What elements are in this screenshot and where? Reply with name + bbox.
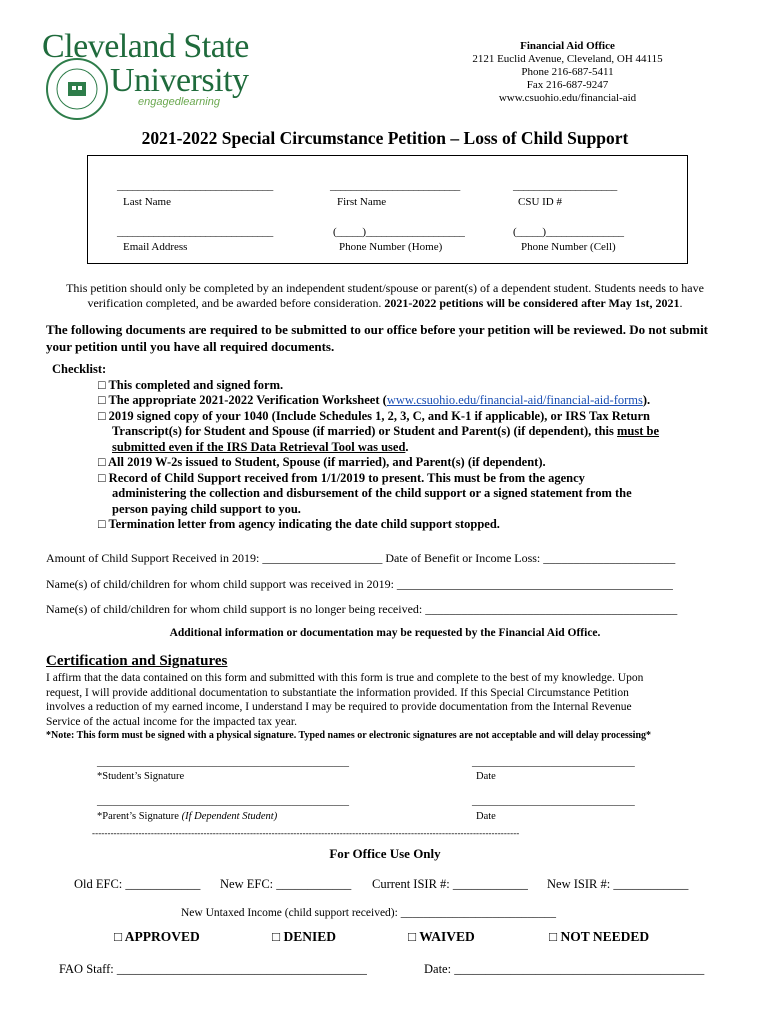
checklist-item-form[interactable]: □ This completed and signed form. [98, 377, 284, 392]
office-web: www.csuohio.edu/financial-aid [498, 92, 637, 104]
parent-date-line[interactable]: _______________________________ [472, 796, 635, 807]
certification-heading: Certification and Signatures [46, 653, 228, 669]
last-name-field[interactable]: ______________________________ [117, 180, 274, 192]
office-name: Financial Aid Office [520, 40, 615, 52]
approved-checkbox[interactable]: □ APPROVED [114, 929, 200, 944]
checklist-item-w2[interactable]: □ All 2019 W-2s issued to Student, Spouse (if married), and Parent(s) (if dependent). [98, 455, 546, 469]
student-date-label: Date [476, 771, 496, 782]
new-isir-field[interactable]: New ISIR #: ____________ [547, 877, 689, 891]
csu-id-label: CSU ID # [518, 196, 563, 208]
denied-checkbox[interactable]: □ DENIED [272, 929, 337, 944]
phone-cell-field[interactable]: (_____)_______________ [513, 226, 624, 238]
checklist-item-child-support-record[interactable]: □ Record of Child Support received from 1/1/2019 to present. This must be from the agency administering the collection and disbursement of the child support or a signed statement from the person paying child support to you. [98, 470, 632, 516]
checklist-heading: Checklist: [52, 362, 107, 376]
student-signature-line[interactable]: ________________________________________________ [97, 757, 349, 768]
student-date-line[interactable]: _______________________________ [472, 757, 635, 768]
checklist-item-worksheet[interactable]: □ The appropriate 2021-2022 Verification Worksheet (www.csuohio.edu/financial-aid/financial-aid-forms). [98, 393, 651, 407]
csu-id-field[interactable]: ____________________ [513, 180, 618, 192]
phone-cell-label: Phone Number (Cell) [521, 241, 616, 253]
old-efc-field[interactable]: Old EFC: ____________ [74, 877, 201, 891]
fao-staff-field[interactable]: FAO Staff: ________________________________________ [59, 962, 367, 976]
checklist [52, 362, 742, 533]
first-name-label: First Name [337, 196, 387, 208]
parent-signature-line[interactable]: ________________________________________________ [97, 796, 349, 807]
intro-line2: verification completed, and be awarded before consideration. 2021-2022 petitions will be considered after May 1st, 2021. [87, 296, 683, 310]
first-name-field[interactable]: _________________________ [330, 180, 461, 192]
student-signature-label: *Student’s Signature [97, 771, 185, 782]
office-address: 2121 Euclid Avenue, Cleveland, OH 44115 [472, 53, 663, 65]
untaxed-income-field[interactable]: New Untaxed Income (child support received): ___________________________ [181, 907, 556, 919]
requirement-notice: The following documents are required to be submitted to our office before your petition will be reviewed. Do not submit your petition until you have all required documents. [46, 322, 709, 354]
waived-checkbox[interactable]: □ WAIVED [408, 929, 475, 944]
phone-home-field[interactable]: (_____)___________________ [333, 226, 465, 238]
university-name-line1: Cleveland State [42, 28, 249, 65]
tagline: engagedlearning [138, 96, 220, 108]
office-fax: Fax 216-687-9247 [526, 79, 609, 91]
checklist-item-tax-return[interactable]: □ 2019 signed copy of your 1040 (Include Schedules 1, 2, 3, C, and K-1 if applicable), or IRS Tax Return Transcript(s) for Student and Spouse (if married) or Student and Parent(s) (if dependent), this must be submitted even if the IRS Data Retrieval Tool was used. [98, 408, 660, 454]
last-name-label: Last Name [123, 196, 171, 208]
office-phone: Phone 216-687-5411 [521, 66, 614, 78]
office-use-heading: For Office Use Only [329, 846, 441, 861]
parent-date-label: Date [476, 811, 496, 822]
university-seal-icon [46, 58, 108, 120]
parent-signature-label: *Parent’s Signature (If Dependent Student) [97, 811, 278, 822]
checklist-item-termination-letter[interactable]: □ Termination letter from agency indicating the date child support stopped. [98, 517, 500, 531]
office-date-field[interactable]: Date: ________________________________________ [424, 962, 705, 976]
amount-field[interactable]: Amount of Child Support Received in 2019: ____________________ Date of Benefit or Income Loss: ______________________ [46, 551, 676, 565]
email-field[interactable]: ______________________________ [117, 226, 274, 238]
page-title: 2021-2022 Special Circumstance Petition – Loss of Child Support [141, 128, 629, 148]
certification-text: I affirm that the data contained on this form and submitted with this form is true and complete to the best of my knowledge. Upon request, I will provide additional documentation to substantiate the information provided. If this Special Circumstance Petition involves a reduction of my earned income, I understand I may be required to provide documentation from the Internal Revenue Service of the actual income for the impacted tax year. [46, 672, 644, 728]
university-name-line2: University [110, 62, 249, 99]
names-stopped-field[interactable]: Name(s) of child/children for whom child support is no longer being received: __________________________________________ [46, 602, 678, 616]
current-isir-field[interactable]: Current ISIR #: ____________ [372, 877, 528, 891]
deadline: 2021-2022 petitions will be considered after May 1st, 2021 [384, 296, 680, 310]
not-needed-checkbox[interactable]: □ NOT NEEDED [549, 929, 650, 944]
names-received-field[interactable]: Name(s) of child/children for whom child support was received in 2019: ______________________________________________ [46, 577, 673, 591]
email-label: Email Address [123, 241, 188, 253]
forms-link[interactable]: www.csuohio.edu/financial-aid/financial-aid-forms [386, 393, 643, 407]
intro-text [30, 281, 740, 311]
additional-info-note: Additional information or documentation may be requested by the Financial Aid Office. [169, 627, 601, 639]
signature-note: *Note: This form must be signed with a physical signature. Typed names or electronic signatures are not acceptable and will delay processing* [46, 730, 652, 741]
intro-line1: This petition should only be completed by an independent student/spouse or parent(s) of a dependent student. Students needs to have [66, 281, 704, 295]
phone-home-label: Phone Number (Home) [339, 241, 443, 253]
divider: ------------------------------------------------------------------------------------------------------------------------------------------ [92, 828, 520, 838]
office-contact [455, 40, 680, 105]
new-efc-field[interactable]: New EFC: ____________ [220, 877, 352, 891]
